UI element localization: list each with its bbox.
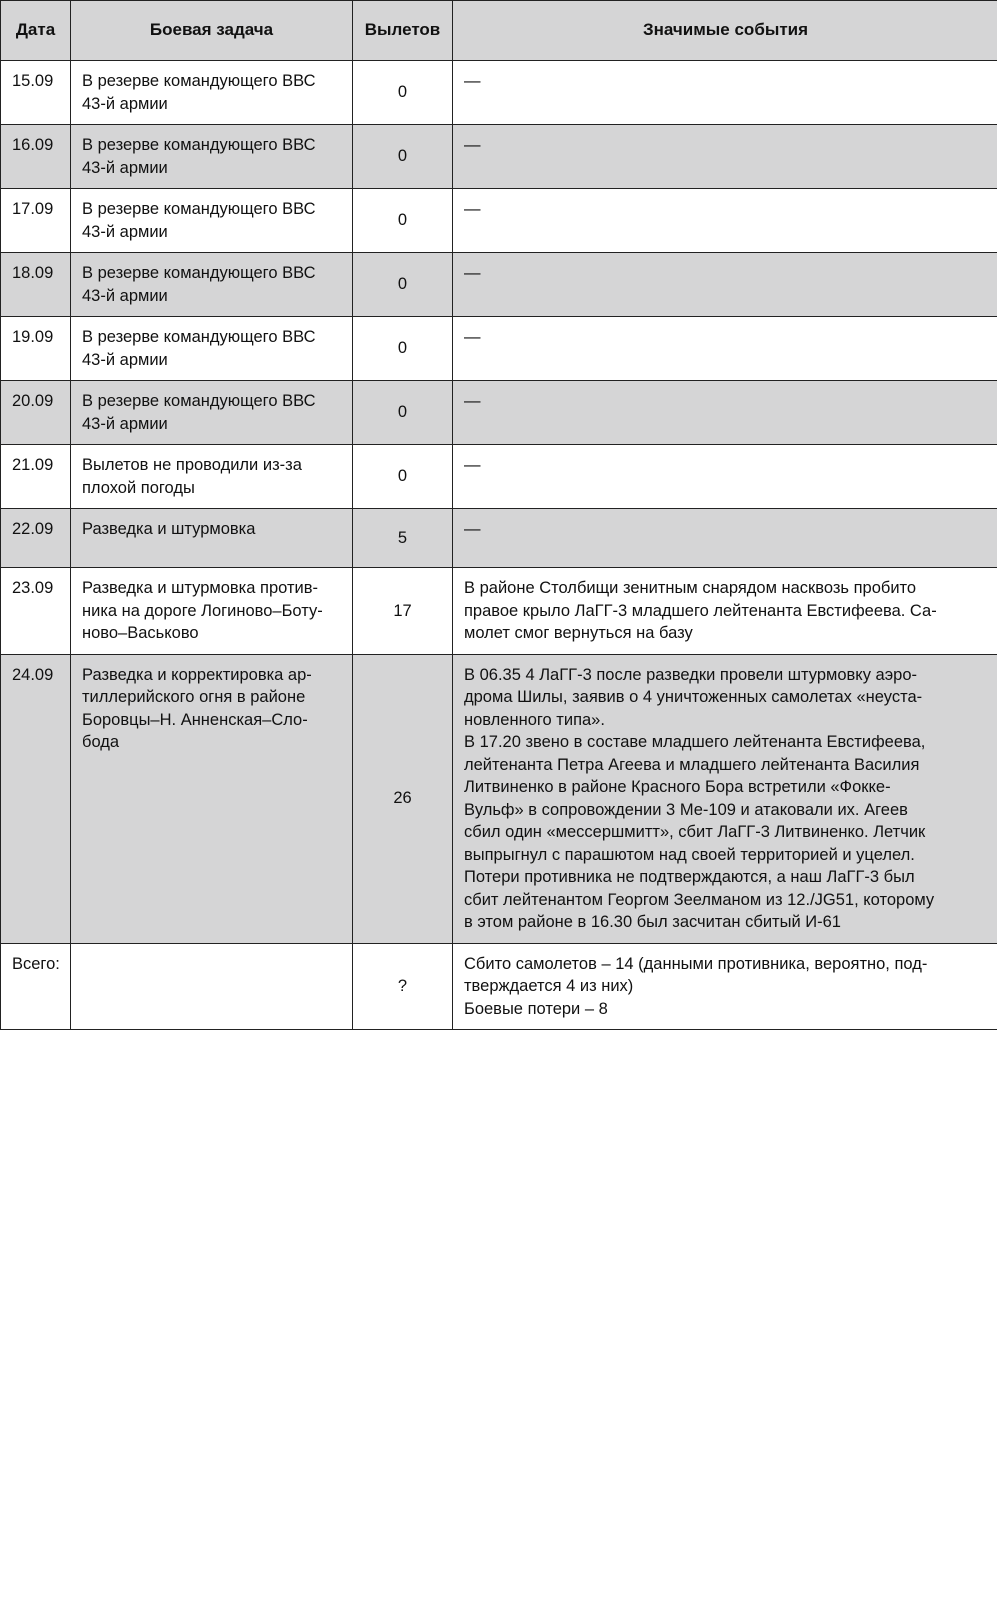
- table-header-row: [1, 1, 997, 61]
- table-row: [1, 509, 997, 568]
- task-cell: Разведка и штурмовка: [71, 509, 353, 568]
- date-cell: 17.09: [1, 189, 71, 253]
- task-cell: Разведка и корректировка ар- тиллерийского огня в районе Боровцы–Н. Анненская–Сло- бода: [71, 654, 353, 943]
- task-cell: Вылетов не проводили из-за плохой погоды: [71, 445, 353, 509]
- table-row: [1, 253, 997, 317]
- sorties-cell: 0: [353, 317, 453, 381]
- sorties-cell: 26: [353, 654, 453, 943]
- table-row: [1, 654, 997, 943]
- total-task-cell: [71, 943, 353, 1030]
- table-row: [1, 189, 997, 253]
- column-header-task: Боевая задача: [71, 1, 353, 61]
- date-cell: 24.09: [1, 654, 71, 943]
- column-header-sorties: Вылетов: [353, 1, 453, 61]
- table-row: [1, 445, 997, 509]
- date-cell: 20.09: [1, 381, 71, 445]
- events-cell: В районе Столбищи зенитным снарядом насквозь пробито правое крыло ЛаГГ-3 младшего лейтенанта Евстифеева. Са- молет смог вернуться на базу: [453, 568, 997, 655]
- column-header-date: Дата: [1, 1, 71, 61]
- events-cell: —: [453, 445, 997, 509]
- sorties-cell: 0: [353, 61, 453, 125]
- events-cell: —: [453, 509, 997, 568]
- total-sorties-cell: ?: [353, 943, 453, 1030]
- total-row: [1, 943, 997, 1030]
- task-cell: В резерве командующего ВВС 43-й армии: [71, 189, 353, 253]
- table-row: [1, 61, 997, 125]
- sorties-cell: 17: [353, 568, 453, 655]
- date-cell: 22.09: [1, 509, 71, 568]
- table-row: [1, 125, 997, 189]
- total-label-cell: Всего:: [1, 943, 71, 1030]
- sorties-cell: 0: [353, 189, 453, 253]
- date-cell: 19.09: [1, 317, 71, 381]
- sorties-cell: 5: [353, 509, 453, 568]
- date-cell: 15.09: [1, 61, 71, 125]
- task-cell: В резерве командующего ВВС 43-й армии: [71, 253, 353, 317]
- events-cell: В 06.35 4 ЛаГГ-3 после разведки провели штурмовку аэро- дрома Шилы, заявив о 4 уничтоженных самолетах «неуста- новленного типа». В 17.20 звено в составе младшего лейтенанта Евстифеева, лейтенанта Петра Агеева и младшего лейтенанта Василия Литвиненко в районе Красного Бора встретили «Фокке- Вульф» в сопровождении 3 Ме-109 и атаковали их. Агеев сбил один «мессершмитт», сбит ЛаГГ-3 Литвиненко. Летчик выпрыгнул с парашютом над своей территорией и уцелел. Потери противника не подтверждаются, а наш ЛаГГ-3 был сбит лейтенантом Георгом Зеелманом из 12./JG51, которому в этом районе в 16.30 был засчитан сбитый И-61: [453, 654, 997, 943]
- task-cell: В резерве командующего ВВС 43-й армии: [71, 125, 353, 189]
- events-cell: —: [453, 61, 997, 125]
- date-cell: 23.09: [1, 568, 71, 655]
- task-cell: В резерве командующего ВВС 43-й армии: [71, 61, 353, 125]
- task-cell: В резерве командующего ВВС 43-й армии: [71, 317, 353, 381]
- task-cell: Разведка и штурмовка против- ника на дороге Логиново–Боту- ново–Васьково: [71, 568, 353, 655]
- events-cell: —: [453, 189, 997, 253]
- sorties-cell: 0: [353, 445, 453, 509]
- total-events-cell: Сбито самолетов – 14 (данными противника, вероятно, под- тверждается 4 из них) Боевые потери – 8: [453, 943, 997, 1030]
- events-cell: —: [453, 253, 997, 317]
- date-cell: 18.09: [1, 253, 71, 317]
- table-row: [1, 317, 997, 381]
- events-cell: —: [453, 381, 997, 445]
- sorties-cell: 0: [353, 125, 453, 189]
- date-cell: 16.09: [1, 125, 71, 189]
- column-header-events: Значимые события: [453, 1, 997, 61]
- date-cell: 21.09: [1, 445, 71, 509]
- sorties-cell: 0: [353, 253, 453, 317]
- sorties-cell: 0: [353, 381, 453, 445]
- events-cell: —: [453, 125, 997, 189]
- table-row: [1, 568, 997, 655]
- events-cell: —: [453, 317, 997, 381]
- task-cell: В резерве командующего ВВС 43-й армии: [71, 381, 353, 445]
- table-row: [1, 381, 997, 445]
